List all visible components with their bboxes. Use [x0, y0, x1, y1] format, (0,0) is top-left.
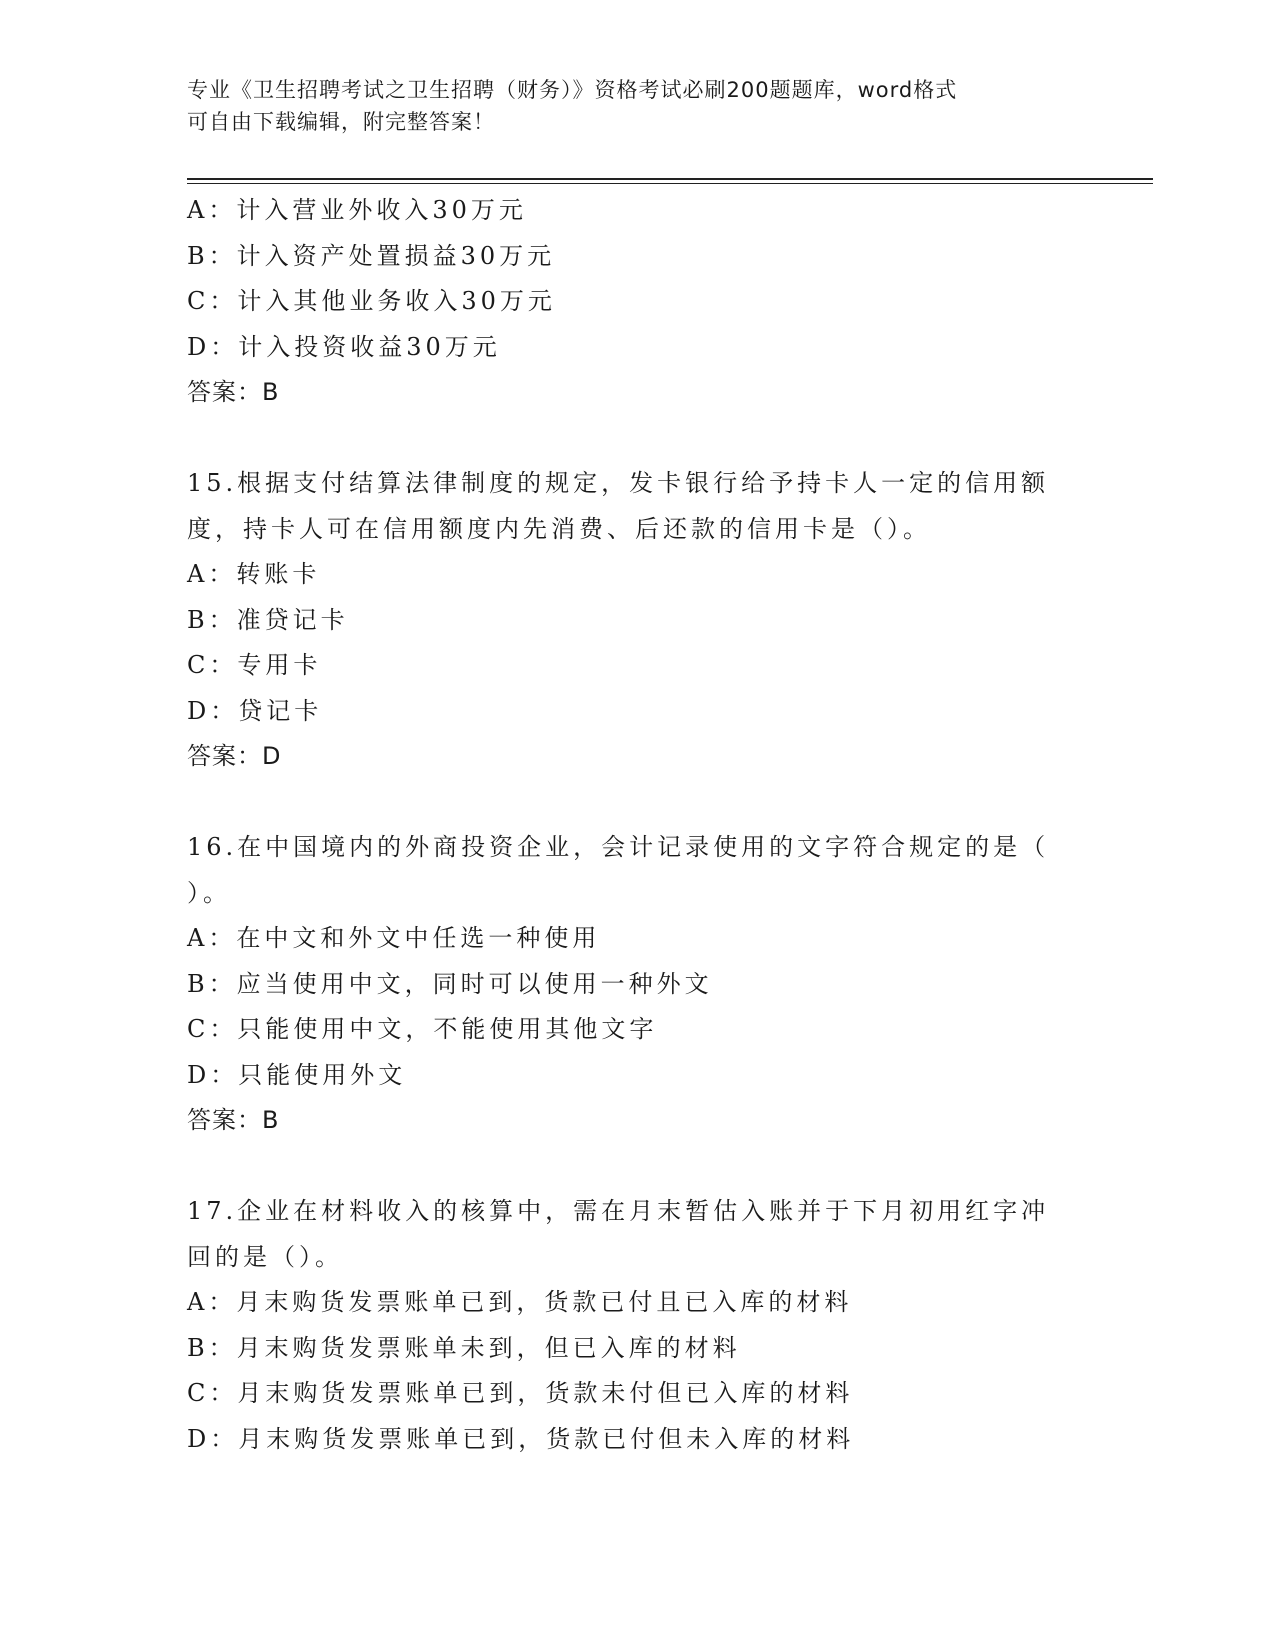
option-b: B：月末购货发票账单未到，但已入库的材料 — [187, 1333, 741, 1362]
spacer — [187, 1144, 1087, 1190]
option-a: A：月末购货发票账单已到，货款已付且已入库的材料 — [187, 1288, 853, 1316]
option-d: D：只能使用外文 — [187, 1060, 407, 1089]
question-text-line-2: 度，持卡人可在信用额度内先消费、后还款的信用卡是（）。 — [187, 514, 931, 543]
option-c: C：计入其他业务收入30万元 — [187, 287, 556, 315]
question-17 — [187, 1189, 1087, 1462]
option-c: C：只能使用中文，不能使用其他文字 — [187, 1015, 658, 1043]
answer: 答案：B — [187, 378, 280, 406]
spacer — [187, 416, 1087, 462]
answer: 答案：D — [187, 742, 282, 770]
option-a: A：转账卡 — [187, 560, 321, 588]
question-text-line-2: ）。 — [187, 878, 231, 907]
document-body — [187, 188, 1087, 1462]
question-text-line-1: 17.企业在材料收入的核算中，需在月末暂估入账并于下月初用红字冲 — [187, 1197, 1050, 1225]
option-a: A：在中文和外文中任选一种使用 — [187, 924, 601, 952]
option-a: A：计入营业外收入30万元 — [187, 196, 527, 224]
question-16 — [187, 825, 1087, 1144]
option-b: B：准贷记卡 — [187, 605, 349, 634]
header-divider-thick — [187, 178, 1153, 180]
question-text-line-1: 16.在中国境内的外商投资企业，会计记录使用的文字符合规定的是（ — [187, 833, 1050, 861]
question-15 — [187, 461, 1087, 780]
question-text-line-1: 15.根据支付结算法律制度的规定，发卡银行给予持卡人一定的信用额 — [187, 469, 1050, 497]
option-d: D：计入投资收益30万元 — [187, 332, 501, 361]
question-text-line-2: 回的是（）。 — [187, 1242, 343, 1271]
spacer — [187, 780, 1087, 826]
option-c: C：专用卡 — [187, 651, 322, 679]
document-header — [187, 74, 1067, 138]
option-d: D：贷记卡 — [187, 696, 323, 725]
option-b: B：计入资产处置损益30万元 — [187, 241, 556, 270]
option-b: B：应当使用中文，同时可以使用一种外文 — [187, 969, 713, 998]
option-d: D：月末购货发票账单已到，货款已付但未入库的材料 — [187, 1424, 855, 1453]
option-c: C：月末购货发票账单已到，货款未付但已入库的材料 — [187, 1379, 854, 1407]
answer: 答案：B — [187, 1106, 280, 1134]
header-line-1: 专业《卫生招聘考试之卫生招聘（财务）》资格考试必刷200题题库，word格式 — [187, 78, 958, 102]
prev-question — [187, 188, 1087, 416]
header-divider-thin — [187, 183, 1153, 184]
header-line-2: 可自由下载编辑，附完整答案！ — [187, 110, 495, 134]
